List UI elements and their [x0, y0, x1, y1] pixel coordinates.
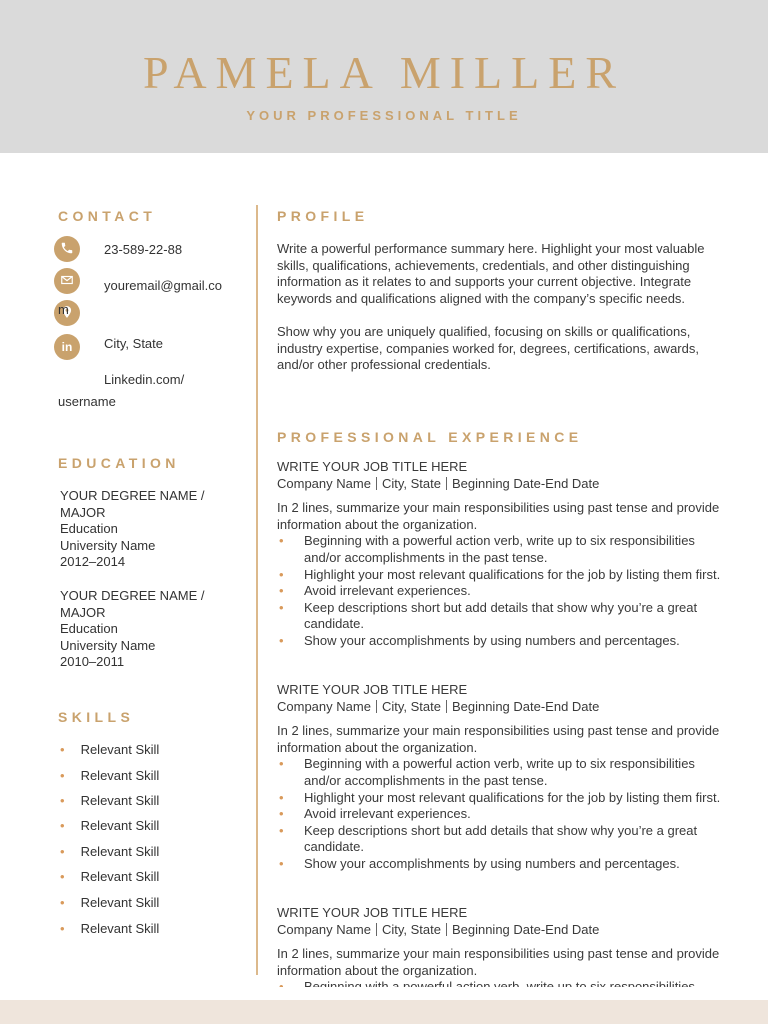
job-bullet: • Highlight your most relevant qualifications for the job by listing them first.	[279, 566, 721, 582]
education-entry	[60, 488, 240, 571]
job-bullet: • Avoid irrelevant experiences.	[279, 583, 471, 599]
job-summary: In 2 lines, summarize your main responsibilities using past tense and provide information about the organization.	[277, 723, 720, 755]
skills-heading: SKILLS	[58, 709, 135, 725]
job-bullet: • Show your accomplishments by using numbers and percentages.	[279, 632, 680, 648]
column-divider	[256, 205, 258, 975]
skill-item: • Relevant Skill	[60, 921, 160, 936]
university-name: University Name	[60, 537, 156, 553]
company-name: Company Name	[277, 921, 371, 937]
job-bullet: • Show your accomplishments by using numbers and percentages.	[279, 855, 680, 871]
skill-item: • Relevant Skill	[60, 895, 160, 910]
job-location: City, State	[381, 921, 441, 937]
skill-item: • Relevant Skill	[60, 844, 160, 859]
linkedin-icon: in	[54, 334, 80, 360]
job-bullet: • Keep descriptions short but add details that show why you’re a great candidate.	[279, 599, 698, 632]
skill-item: • Relevant Skill	[60, 818, 160, 833]
skill-label: Relevant Skill	[80, 921, 160, 936]
university-name: University Name	[60, 637, 156, 653]
job-entry	[277, 459, 727, 650]
job-bullets	[277, 756, 727, 872]
job-summary: In 2 lines, summarize your main responsibilities using past tense and provide information about the organization.	[277, 946, 720, 978]
company-name: Company Name	[277, 475, 371, 491]
skill-item: • Relevant Skill	[60, 742, 160, 757]
contact-phone: 23-589-22-88	[104, 242, 183, 257]
skill-label: Relevant Skill	[80, 818, 160, 833]
degree-major: MAJOR	[60, 604, 106, 620]
education-heading: EDUCATION	[58, 455, 180, 471]
job-bullet: • Keep descriptions short but add details that show why you’re a great candidate.	[279, 822, 698, 855]
contact-email: youremail@gmail.co	[104, 278, 222, 293]
page-cut	[0, 987, 768, 1000]
phone-icon	[54, 236, 80, 262]
skill-item: • Relevant Skill	[60, 869, 160, 884]
skill-item: • Relevant Skill	[60, 793, 160, 808]
job-title: WRITE YOUR JOB TITLE HERE	[277, 459, 468, 474]
company-name: Company Name	[277, 698, 371, 714]
job-bullet: • Beginning with a powerful action verb, write up to six responsibilities and/or accomplishments in the past tense.	[279, 756, 695, 788]
job-location: City, State	[381, 475, 441, 491]
job-title: WRITE YOUR JOB TITLE HERE	[277, 682, 468, 697]
experience-heading: PROFESSIONAL EXPERIENCE	[277, 429, 583, 445]
job-meta	[277, 699, 727, 716]
job-title: WRITE YOUR JOB TITLE HERE	[277, 905, 468, 920]
profile-paragraph: Write a powerful performance summary here. Highlight your most valuable skills, qualifications, achievements, credentials, and other distinguishing information as it relates to and supports your current objective. Integrate keywords and qualifications aligned with the company’s specific needs.	[277, 241, 705, 306]
profile-heading: PROFILE	[277, 208, 369, 224]
job-bullets	[277, 533, 727, 649]
job-entry	[277, 905, 727, 996]
job-meta	[277, 922, 727, 939]
contact-heading: CONTACT	[58, 208, 157, 224]
degree-name: YOUR DEGREE NAME /	[60, 488, 205, 503]
profile-summary	[277, 241, 707, 374]
skill-label: Relevant Skill	[80, 742, 160, 757]
skill-label: Relevant Skill	[80, 768, 160, 783]
degree-years: 2012–2014	[60, 554, 126, 570]
job-dates: Beginning Date-End Date	[451, 698, 600, 714]
job-dates: Beginning Date-End Date	[451, 921, 600, 937]
job-meta	[277, 476, 727, 493]
degree-field: Education	[60, 521, 118, 537]
degree-name: YOUR DEGREE NAME /	[60, 588, 205, 603]
footer-band	[0, 1000, 768, 1024]
degree-major: MAJOR	[60, 504, 106, 520]
job-entry	[277, 682, 727, 873]
contact-linkedin-username: username	[58, 394, 116, 409]
job-summary: In 2 lines, summarize your main responsibilities using past tense and provide information about the organization.	[277, 500, 720, 532]
job-bullet: • Highlight your most relevant qualifications for the job by listing them first.	[279, 789, 721, 805]
job-dates: Beginning Date-End Date	[451, 475, 600, 491]
contact-email-overflow: m	[58, 302, 69, 317]
contact-linkedin: Linkedin.com/	[104, 372, 185, 387]
job-bullet: • Beginning with a powerful action verb, write up to six responsibilities and/or accomplishments in the past tense.	[279, 533, 695, 565]
education-entry	[60, 588, 240, 671]
job-bullet: • Avoid irrelevant experiences.	[279, 806, 471, 822]
professional-title: YOUR PROFESSIONAL TITLE	[246, 108, 522, 123]
skill-label: Relevant Skill	[80, 793, 160, 808]
degree-years: 2010–2011	[60, 654, 125, 670]
email-icon	[54, 268, 80, 294]
contact-location: City, State	[104, 336, 164, 351]
profile-paragraph: Show why you are uniquely qualified, focusing on skills or qualifications, industry expertise, companies worked for, degrees, certifications, awards, and/or other professional credentials.	[277, 324, 699, 372]
skill-label: Relevant Skill	[80, 869, 160, 884]
skill-item: • Relevant Skill	[60, 768, 160, 783]
skill-label: Relevant Skill	[80, 844, 160, 859]
skill-label: Relevant Skill	[80, 895, 160, 910]
job-location: City, State	[381, 698, 441, 714]
candidate-name: PAMELA MILLER	[142, 47, 626, 98]
degree-field: Education	[60, 621, 118, 637]
